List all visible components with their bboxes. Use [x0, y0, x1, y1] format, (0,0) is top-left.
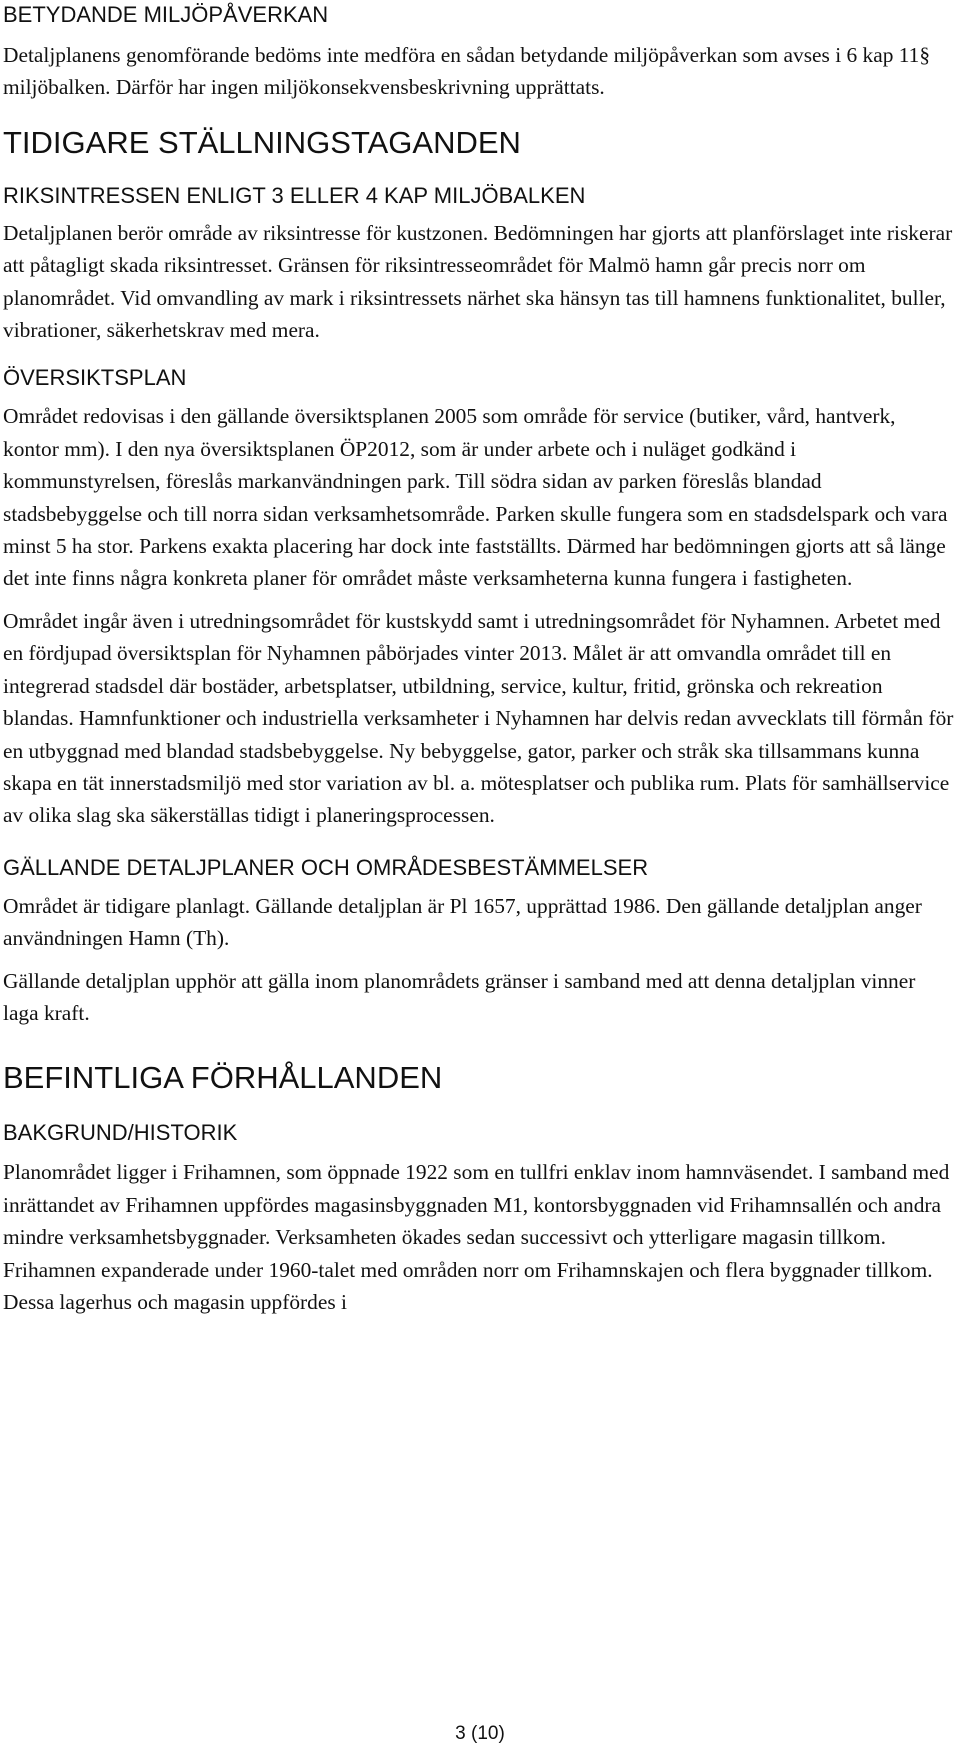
heading-tidigare-stallningstaganden: TIDIGARE STÄLLNINGSTAGANDEN	[3, 124, 521, 160]
paragraph-oversiktsplan-1: Området redovisas i den gällande översiktsplanen 2005 som område för service (butiker, vård, hantverk, kontor mm). I den nya översiktsplanen ÖP2012, som är under arbete och i nuläget godkänd i kommunstyrelsen, föreslås markanvändningen park. Till södra sidan av parken föreslås blandad stadsbebyggelse och till norra sidan verksamhetsområde. Parken skulle fungera som en stadsdelspark och vara minst 5 ha stor. Parkens exakta placering har dock inte fastställts. Därmed har bedömningen gjorts att så länge det inte finns några konkreta planer för området måste verksamheterna kunna fungera i fastigheten.	[3, 404, 948, 591]
paragraph-bakgrund-historik: Planområdet ligger i Frihamnen, som öppnade 1922 som en tullfri enklav inom hamnväsendet. I samband med inrättandet av Frihamnen uppfördes magasinsbyggnaden M1, kontorsbyggnaden vid Frihamnsallén och andra mindre verksamhetsbyggnader. Verksamheten ökades sedan successivt och ytterligare magasin tillkom. Frihamnen expanderade under 1960-talet med områden norr om Frihamnskajen och flera byggnader tillkom. Dessa lagerhus och magasin uppfördes i	[3, 1160, 950, 1314]
heading-betydande-miljopaverkan: BETYDANDE MILJÖPÅVERKAN	[3, 2, 329, 27]
paragraph-miljopaverkan: Detaljplanens genomförande bedöms inte medföra en sådan betydande miljöpåverkan som avses i 6 kap 11§ miljöbalken. Därför har ingen miljökonsekvensbeskrivning upprättats.	[3, 43, 931, 100]
page-number: 3 (10)	[455, 1723, 505, 1744]
heading-oversiktsplan: ÖVERSIKTSPLAN	[3, 365, 187, 391]
page-content	[3, 0, 955, 1318]
paragraph-riksintressen: Detaljplanen berör område av riksintresse för kustzonen. Bedömningen har gjorts att planförslaget inte riskerar att påtagligt skada riksintresset. Gränsen för riksintresseområdet för Malmö hamn går precis norr om planområdet. Vid omvandling av mark i riksintressets närhet ska hänsyn tas till hamnens funktionalitet, buller, vibrationer, säkerhetskrav med mera.	[3, 220, 953, 343]
paragraph-gallande-detaljplaner-1: Området är tidigare planlagt. Gällande detaljplan är Pl 1657, upprättad 1986. Den gällande detaljplan anger användningen Hamn (Th).	[3, 893, 922, 951]
heading-riksintressen: RIKSINTRESSEN ENLIGT 3 ELLER 4 KAP MILJÖBALKEN	[3, 182, 586, 208]
heading-gallande-detaljplaner: GÄLLANDE DETALJPLANER OCH OMRÅDESBESTÄMMELSER	[3, 854, 649, 880]
paragraph-oversiktsplan-2: Området ingår även i utredningsområdet för kustskydd samt i utredningsområdet för Nyhamnen. Arbetet med en fördjupad översiktsplan för Nyhamnen påbörjades vinter 2013. Målet är att omvandla området till en integrerad stadsdel där bostäder, arbetsplatser, utbildning, service, kultur, fritid, grönska och rekreation blandas. Hamnfunktioner och industriella verksamheter i Nyhamnen har delvis redan avvecklats till förmån för en utbyggnad med blandad stadsbebyggelse. Ny bebyggelse, gator, parker och stråk ska tillsammans kunna skapa en tät innerstadsmiljö med stor variation av bl. a. mötesplatser och publika rum. Plats för samhällservice av olika slag ska säkerställas tidigt i planeringsprocessen.	[3, 608, 954, 828]
heading-befintliga-forhallanden: BEFINTLIGA FÖRHÅLLANDEN	[3, 1060, 443, 1096]
paragraph-gallande-detaljplaner-2: Gällande detaljplan upphör att gälla inom planområdets gränser i samband med att denna detaljplan vinner laga kraft.	[3, 968, 916, 1025]
heading-bakgrund-historik: BAKGRUND/HISTORIK	[3, 1120, 238, 1146]
